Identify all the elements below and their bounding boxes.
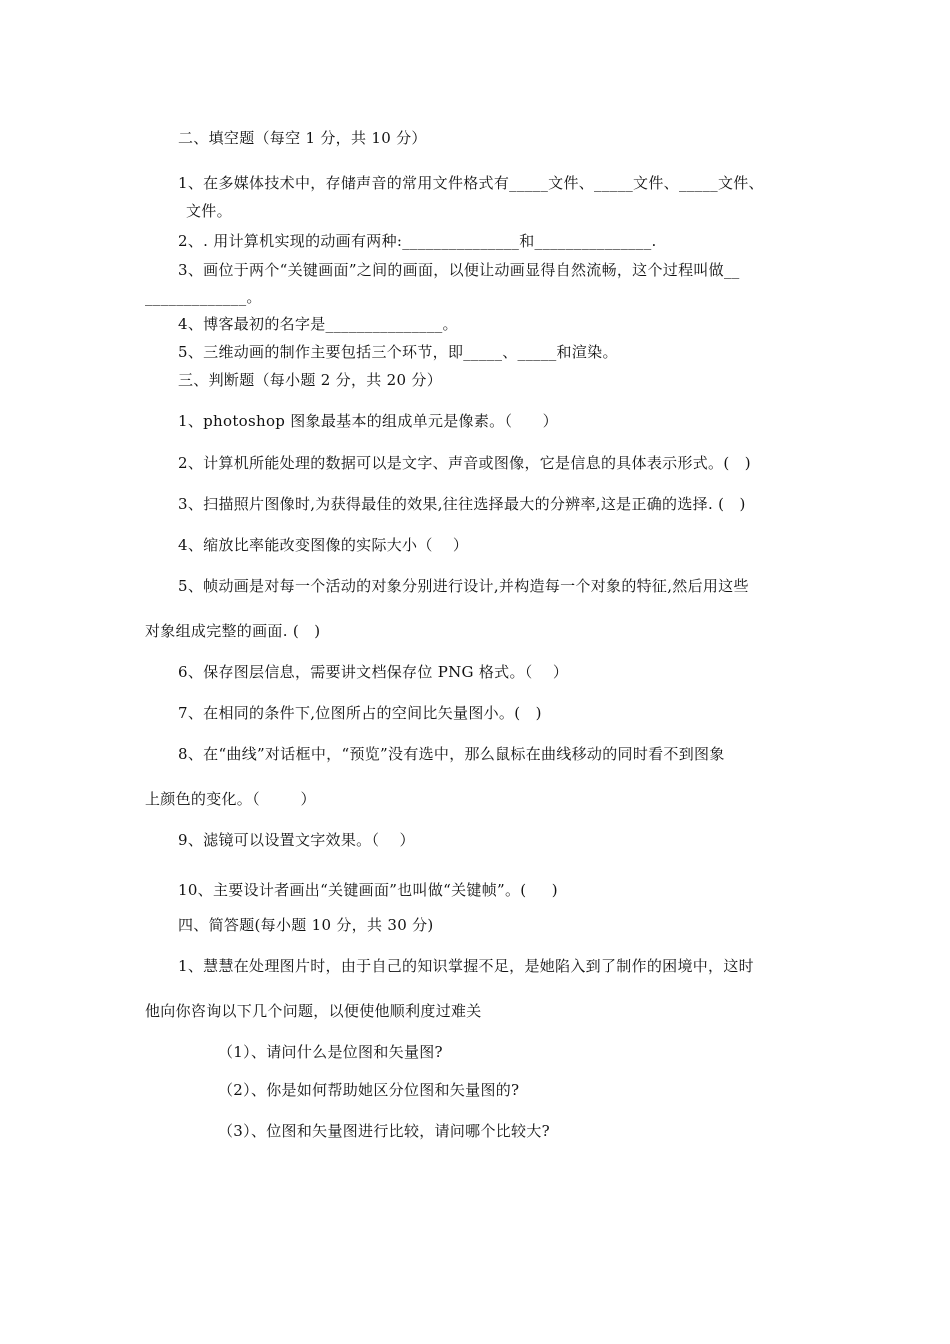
true-false-question-3: 3、扫描照片图像时,为获得最佳的效果,往往选择最大的分辨率,这是正确的选择. ( ) (178, 495, 746, 513)
fill-blank-question-3-continued: _____________。 (145, 288, 262, 306)
true-false-question-10: 10、主要设计者画出“关键画面”也叫做“关键帧”。( ) (178, 881, 558, 899)
true-false-question-1: 1、photoshop 图象最基本的组成单元是像素。（ ） (178, 412, 558, 430)
short-answer-sub-question-3: （3）、位图和矢量图进行比较，请问哪个比较大? (218, 1122, 550, 1140)
section-heading-short-answer: 四、简答题(每小题 10 分，共 30 分) (178, 916, 434, 934)
true-false-question-8-continued: 上颜色的变化。（ ） (145, 790, 316, 808)
fill-blank-question-2: 2、. 用计算机实现的动画有两种:_______________和_______________. (178, 232, 657, 250)
true-false-question-5-continued: 对象组成完整的画面. ( ) (145, 622, 321, 640)
short-answer-question-1-continued: 他向你咨询以下几个问题，以便使他顺利度过难关 (145, 1002, 482, 1020)
true-false-question-6: 6、保存图层信息，需要讲文档保存位 PNG 格式。（ ） (178, 663, 569, 681)
true-false-question-7: 7、在相同的条件下,位图所占的空间比矢量图小。( ) (178, 704, 542, 722)
short-answer-sub-question-2: （2）、你是如何帮助她区分位图和矢量图的? (218, 1081, 520, 1099)
short-answer-question-1: 1、慧慧在处理图片时，由于自己的知识掌握不足，是她陷入到了制作的困境中，这时 (178, 957, 754, 975)
section-heading-fill-blank: 二、填空题（每空 1 分，共 10 分） (178, 129, 427, 147)
fill-blank-question-4: 4、博客最初的名字是_______________。 (178, 315, 458, 333)
fill-blank-question-1: 1、在多媒体技术中，存储声音的常用文件格式有_____文件、_____文件、_____文件、 (178, 174, 764, 192)
true-false-question-2: 2、计算机所能处理的数据可以是文字、声音或图像，它是信息的具体表示形式。( ) (178, 454, 751, 472)
true-false-question-5: 5、帧动画是对每一个活动的对象分别进行设计,并构造每一个对象的特征,然后用这些 (178, 577, 749, 595)
fill-blank-question-3: 3、画位于两个“关键画面”之间的画面，以便让动画显得自然流畅，这个过程叫做__ (178, 261, 740, 279)
true-false-question-8: 8、在“曲线”对话框中，“预览”没有选中，那么鼠标在曲线移动的同时看不到图象 (178, 745, 725, 763)
true-false-question-9: 9、滤镜可以设置文字效果。（ ） (178, 831, 415, 849)
short-answer-sub-question-1: （1）、请问什么是位图和矢量图? (218, 1043, 443, 1061)
fill-blank-question-5: 5、三维动画的制作主要包括三个环节，即_____、_____和渲染。 (178, 343, 618, 361)
fill-blank-question-1-continued: 文件。 (186, 202, 232, 220)
section-heading-true-false: 三、判断题（每小题 2 分，共 20 分） (178, 371, 443, 389)
true-false-question-4: 4、缩放比率能改变图像的实际大小（ ） (178, 536, 469, 554)
